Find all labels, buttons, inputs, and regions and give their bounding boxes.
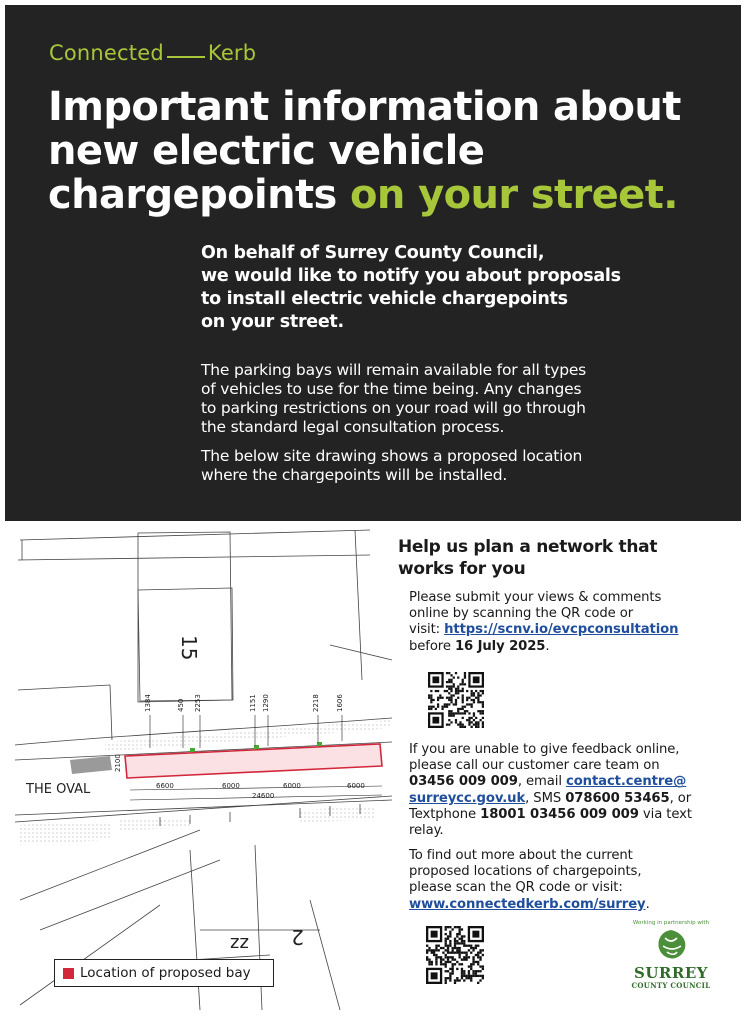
help-title: Help us plan a network that works for you	[398, 537, 658, 579]
deadline-date: 16 July 2025	[454, 638, 546, 654]
legend-label: Location of proposed bay	[80, 965, 251, 981]
submit-views-text: Please submit your views & comments online by scanning the QR code or visit: https://scnv.io/evcpconsultation before 16 July 2025.	[409, 590, 679, 654]
logo-rule	[167, 56, 205, 58]
dimension-label-bottom: 6600	[156, 782, 174, 790]
hatched-area-left	[18, 822, 110, 845]
proposed-bay	[125, 744, 382, 778]
dimension-label-top: 450	[177, 698, 185, 712]
connectedkerb-link[interactable]: www.connectedkerb.com/surrey	[409, 896, 646, 912]
site-drawing	[0, 521, 392, 1016]
dimension-label-side: 2100	[114, 754, 122, 772]
qr-code-chargepoints[interactable]	[426, 926, 484, 984]
dimension-label-top: 2253	[194, 694, 202, 712]
consultation-link[interactable]: https://scnv.io/evcpconsultation	[444, 622, 679, 638]
dimension-label-bottom: 6000	[222, 782, 240, 790]
street-name: THE OVAL	[26, 782, 91, 797]
legend-swatch	[63, 968, 74, 979]
textphone-number: 18001 03456 009 009	[480, 806, 639, 822]
contact-text: If you are unable to give feedback online, please call our customer care team on 03456 009 009, email contact.centre@ surreycc.gov.uk, SMS 078600 53465, or Textphone 18001 03456 009 009 via text relay.	[409, 742, 692, 839]
map-legend	[54, 959, 274, 987]
upside-house-fragment: zz	[230, 933, 249, 954]
house-number: 15	[177, 635, 201, 661]
dimension-label-top: 1606	[336, 694, 344, 712]
qr-code-consultation[interactable]	[428, 672, 484, 728]
dimension-label-top: 1151	[249, 694, 257, 712]
dimension-label-bottom: 6000	[347, 782, 365, 790]
email-link-part2[interactable]: surreycc.gov.uk	[409, 790, 526, 806]
sms-number: 078600 53465	[565, 790, 670, 806]
dimension-label-bottom: 6000	[283, 782, 301, 790]
dimension-label-total: 24600	[252, 792, 275, 800]
upside-house-number: 2	[291, 925, 304, 949]
lead-paragraph: On behalf of Surrey County Council, we would like to notify you about proposals to install electric vehicle chargepoints on your street.	[201, 243, 621, 332]
email-link-part1[interactable]: contact.centre@	[565, 774, 687, 790]
surrey-leaf-icon	[651, 928, 691, 962]
dimension-label-top: 1384	[144, 694, 152, 712]
dimension-label-top: 1290	[262, 694, 270, 712]
hero-panel	[5, 5, 741, 521]
dimension-label-top: 2218	[312, 694, 320, 712]
grey-crossing	[70, 756, 112, 774]
find-out-more-text: To find out more about the current proposed locations of chargepoints, please scan the QR code or visit: www.connectedkerb.com/surrey.	[409, 848, 650, 912]
parking-paragraph: The parking bays will remain available for all types of vehicles to use for the time being. Any changes to parking restrictions on your road will go through the standard legal consultation process.	[201, 361, 587, 436]
connected-kerb-logo: Connected Kerb	[49, 41, 257, 65]
drawing-paragraph: The below site drawing shows a proposed location where the chargepoints will be installed.	[201, 447, 583, 484]
phone-number: 03456 009 009	[409, 774, 518, 790]
surrey-county-council-logo: Working in partnership with SURREY COUNTY COUNCIL	[631, 920, 711, 990]
headline: Important information about new electric vehicle chargepoints on your street.	[48, 84, 681, 218]
headline-accent: on your street.	[350, 172, 678, 218]
